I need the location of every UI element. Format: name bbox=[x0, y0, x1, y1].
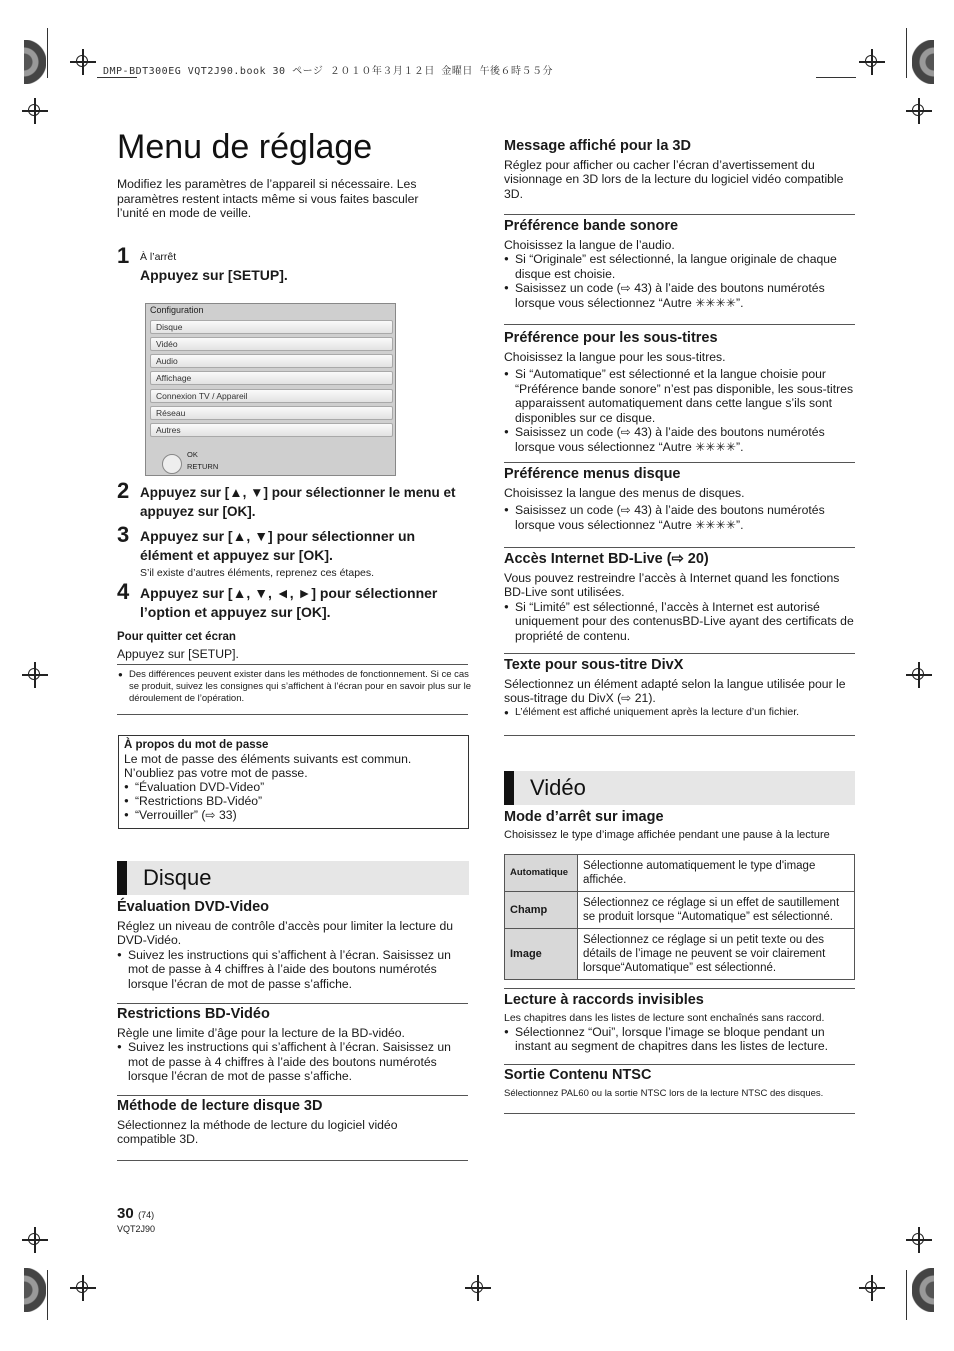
bullet-text: Saisissez un code (⇨ 43) à l’aide des boutons numérotés lorsque vous sélectionnez “Autre ✳✳✳✳”. bbox=[515, 425, 825, 454]
bullet-text: Si “Automatique” est sélectionné et la langue choisie pour “Préférence bande sonore” n’est pas disponible, les sous-titres apparaissent automatiquement dans cette langue s’ils sont disponibles sur ce disque. bbox=[515, 367, 854, 425]
section-bullet bbox=[117, 948, 467, 992]
menu-item: Réseau bbox=[150, 406, 393, 420]
crop-line bbox=[97, 77, 137, 78]
step-number: 2 bbox=[117, 478, 130, 503]
section-title: Sortie Contenu NTSC bbox=[504, 1067, 652, 1083]
crosshair-mark bbox=[906, 1227, 932, 1253]
disque-section-1 bbox=[117, 900, 467, 991]
section-title: Préférence bande sonore bbox=[504, 218, 679, 234]
divider bbox=[504, 214, 855, 215]
bullet-text: L’élément est affiché uniquement après la lecture d’un fichier. bbox=[515, 705, 800, 718]
crop-line bbox=[47, 28, 48, 78]
ntsc-section bbox=[504, 1068, 855, 1100]
table-desc: Sélectionnez ce réglage si un effet de sautillement se produit lorsque “Automatique” est sélectionné. bbox=[578, 892, 855, 929]
step-number: 3 bbox=[117, 522, 130, 547]
bullet-text: Sélectionnez “Oui”, lorsque l’image se bloque pendant un instant au segment de chapitres dans les listes de lecture. bbox=[515, 1024, 828, 1053]
section-title: Restrictions BD-Vidéo bbox=[117, 1006, 270, 1022]
intro-text: Modifiez les paramètres de l’appareil si nécessaire. Les paramètres restent intacts même si vous faites basculer l’unité en mode de veille. bbox=[117, 177, 419, 220]
banner-bar bbox=[504, 771, 514, 805]
step-text: Appuyez sur [▲, ▼] pour sélectionner un élément et appuyez sur [OK]. bbox=[140, 528, 416, 563]
crosshair-mark bbox=[22, 98, 48, 124]
page-title: Menu de réglage bbox=[117, 128, 373, 166]
model-code: VQT2J90 bbox=[117, 1224, 156, 1234]
password-box-item bbox=[124, 794, 463, 808]
disque-section-2 bbox=[117, 1007, 467, 1084]
menu-item: Connexion TV / Appareil bbox=[150, 389, 393, 403]
section-bullet bbox=[117, 1040, 467, 1084]
section-text: Choisissez la langue pour les sous-titres. bbox=[504, 349, 726, 364]
print-register-disc bbox=[24, 1268, 46, 1312]
bullet-text: Saisissez un code (⇨ 43) à l’aide des boutons numérotés lorsque vous sélectionnez “Autre ✳✳✳✳”. bbox=[515, 281, 825, 310]
password-box-item-label: “Verrouiller” (⇨ 33) bbox=[135, 808, 237, 822]
section-title: Message affiché pour la 3D bbox=[504, 138, 691, 154]
banner-bar bbox=[117, 861, 127, 895]
banner-title: Vidéo bbox=[530, 775, 586, 800]
divider bbox=[117, 664, 468, 665]
divider bbox=[117, 1003, 468, 1004]
right-section-2 bbox=[504, 219, 854, 310]
still-mode-table bbox=[504, 854, 855, 980]
section-bullet bbox=[504, 281, 854, 310]
right-section-6 bbox=[504, 658, 854, 719]
table-key: Champ bbox=[505, 892, 578, 929]
page-number-value: 30 bbox=[117, 1205, 134, 1222]
step-number: 4 bbox=[117, 579, 130, 604]
menu-item: Audio bbox=[150, 354, 393, 368]
section-text: Sélectionnez PAL60 ou la sortie NTSC lors de la lecture NTSC des disques. bbox=[504, 1087, 824, 1099]
bullet-text: Saisissez un code (⇨ 43) à l’aide des boutons numérotés lorsque vous sélectionnez “Autre ✳✳✳✳”. bbox=[515, 503, 825, 532]
crop-line bbox=[906, 1270, 907, 1320]
ok-label: OK bbox=[187, 450, 198, 459]
step-pre: À l’arrêt bbox=[140, 251, 177, 263]
section-text: Sélectionnez un élément adapté selon la langue utilisée pour le sous-titrage du DivX (⇨ 21). bbox=[504, 676, 846, 705]
section-text: Vous pouvez restreindre l’accès à Internet quand les fonctions BD-Live sont utilisées. bbox=[504, 570, 840, 599]
crosshair-mark bbox=[70, 49, 96, 75]
section-text: Choisissez la langue des menus de disques. bbox=[504, 485, 745, 500]
sub-page-number: (74) bbox=[138, 1210, 155, 1220]
video-banner bbox=[504, 771, 855, 805]
divider bbox=[117, 1160, 468, 1161]
table-desc: Sélectionne automatiquement le type d'image affichée. bbox=[578, 855, 855, 892]
password-box-item bbox=[124, 780, 463, 794]
section-title: Évaluation DVD-Video bbox=[117, 899, 270, 915]
crosshair-mark bbox=[906, 98, 932, 124]
bullet-text: Suivez les instructions qui s’affichent à l’écran. Saisissez un mot de passe à 4 chiffres à l’aide des boutons numérotés lorsque l’écran de mot de passe s’affiche. bbox=[128, 1040, 451, 1083]
section-title: Lecture à raccords invisibles bbox=[504, 992, 704, 1008]
password-box-item-label: “Restrictions BD-Vidéo” bbox=[135, 794, 263, 808]
table-row bbox=[505, 892, 855, 929]
divider bbox=[504, 735, 855, 736]
table-row bbox=[505, 929, 855, 980]
divider bbox=[504, 1064, 855, 1065]
print-register-disc bbox=[24, 40, 46, 84]
disque-banner bbox=[117, 861, 469, 895]
print-register-disc bbox=[912, 40, 934, 84]
table-key: Automatique bbox=[505, 855, 578, 892]
print-register-disc bbox=[912, 1268, 934, 1312]
crosshair-mark bbox=[22, 1227, 48, 1253]
crosshair-mark bbox=[906, 662, 932, 688]
step-text: Appuyez sur [▲, ▼] pour sélectionner le menu et appuyez sur [OK]. bbox=[140, 485, 456, 519]
password-box-item bbox=[124, 808, 463, 822]
section-bullet bbox=[504, 425, 854, 454]
section-text: Réglez pour afficher ou cacher l’écran d’avertissement du visionnage en 3D lors de la lecture du logiciel vidéo compatible 3D. bbox=[504, 157, 844, 201]
menu-item: Disque bbox=[150, 320, 393, 334]
section-title: Texte pour sous-titre DivX bbox=[504, 657, 684, 673]
step-number: 1 bbox=[117, 243, 130, 268]
table-desc: Sélectionnez ce réglage si un petit texte ou des détails de l’image ne peuvent se voir clairement lorsque“Automatique” est sélectionné. bbox=[578, 929, 855, 980]
password-box-text: Le mot de passe des éléments suivants est commun. N’oubliez pas votre mot de passe. bbox=[124, 752, 412, 780]
crosshair-mark bbox=[859, 1275, 885, 1301]
section-title: Préférence pour les sous-titres bbox=[504, 330, 718, 346]
section-text: Règle une limite d’âge pour la lecture de la BD-vidéo. bbox=[117, 1025, 405, 1040]
banner-title: Disque bbox=[143, 865, 212, 890]
quit-title: Pour quitter cet écran bbox=[117, 631, 236, 643]
crop-line bbox=[906, 28, 907, 78]
note-text: Des différences peuvent exister dans les méthodes de fonctionnement. Si ce cas se produit, suivez les consignes qui s’affichent à l’écran pour en savoir plus sur le déroulement de l’opération. bbox=[129, 669, 472, 704]
section-bullet bbox=[504, 600, 854, 644]
operation-note bbox=[118, 669, 477, 705]
step-text: Appuyez sur [▲, ▼, ◄, ►] pour sélectionner l’option et appuyez sur [OK]. bbox=[140, 585, 438, 620]
section-bullet bbox=[504, 252, 854, 281]
password-info-box bbox=[118, 735, 469, 829]
divider bbox=[504, 988, 855, 989]
crosshair-mark bbox=[465, 1275, 491, 1301]
menu-item: Vidéo bbox=[150, 337, 393, 351]
bullet-text: Suivez les instructions qui s’affichent à l’écran. Saisissez un mot de passe à 4 chiffres à l’aide des boutons numérotés lorsque l’écran de mot de passe s’affiche. bbox=[128, 947, 451, 991]
menu-item: Affichage bbox=[150, 371, 393, 385]
divider bbox=[504, 324, 855, 325]
setup-menu-screenshot bbox=[145, 303, 396, 476]
still-mode-section bbox=[504, 810, 855, 842]
menu-title: Configuration bbox=[150, 305, 204, 315]
table-key: Image bbox=[505, 929, 578, 980]
page-number bbox=[117, 1205, 154, 1223]
section-bullet bbox=[504, 503, 854, 532]
crop-line bbox=[816, 77, 856, 78]
section-title: Accès Internet BD-Live (⇨ 20) bbox=[504, 551, 709, 567]
crosshair-mark bbox=[70, 1275, 96, 1301]
password-box-title: À propos du mot de passe bbox=[124, 739, 269, 751]
section-bullet bbox=[504, 706, 854, 719]
divider bbox=[504, 653, 855, 654]
section-text: Sélectionnez la méthode de lecture du logiciel vidéo compatible 3D. bbox=[117, 1117, 398, 1146]
bullet-text: Si “Originale” est sélectionné, la langue originale de chaque disque est choisie. bbox=[515, 252, 837, 281]
table-row bbox=[505, 855, 855, 892]
divider bbox=[117, 1095, 468, 1096]
divider bbox=[504, 547, 855, 548]
quit-text: Appuyez sur [SETUP]. bbox=[117, 647, 239, 661]
section-bullet bbox=[504, 1025, 855, 1054]
right-section-3 bbox=[504, 331, 854, 454]
crosshair-mark bbox=[859, 49, 885, 75]
divider bbox=[504, 462, 855, 463]
crop-line bbox=[47, 1270, 48, 1320]
section-title: Mode d’arrêt sur image bbox=[504, 809, 664, 825]
password-box-item-label: “Évaluation DVD-Video” bbox=[135, 780, 265, 794]
divider bbox=[117, 714, 468, 715]
right-section-5 bbox=[504, 552, 854, 643]
disque-section-3 bbox=[117, 1099, 427, 1147]
seamless-section bbox=[504, 993, 855, 1054]
divider bbox=[504, 1113, 855, 1114]
step-note: S’il existe d’autres éléments, reprenez ces étapes. bbox=[140, 567, 375, 579]
section-title: Méthode de lecture disque 3D bbox=[117, 1098, 323, 1114]
section-text: Choisissez la langue de l’audio. bbox=[504, 237, 675, 252]
menu-item: Autres bbox=[150, 423, 393, 437]
section-text: Choisissez le type d’image affichée pendant une pause à la lecture bbox=[504, 828, 830, 841]
right-section-1 bbox=[504, 139, 854, 201]
section-bullet bbox=[504, 367, 854, 425]
crosshair-mark bbox=[22, 662, 48, 688]
right-section-4 bbox=[504, 467, 854, 532]
section-text: Les chapitres dans les listes de lecture sont enchaînés sans raccord. bbox=[504, 1011, 825, 1024]
section-text: Réglez un niveau de contrôle d’accès pour limiter la lecture du DVD-Vidéo. bbox=[117, 918, 454, 947]
print-file-header: DMP-BDT300EG VQT2J90.book 30 ページ ２０１０年３月１２日 金曜日 午後６時５５分 bbox=[103, 66, 553, 77]
remote-button-icon bbox=[162, 454, 182, 474]
section-title: Préférence menus disque bbox=[504, 466, 681, 482]
bullet-text: Si “Limité” est sélectionné, l’accès à Internet est autorisé uniquement pour des contenusBD-Live ayant des certificats de propriété de contenu. bbox=[515, 599, 854, 643]
step-text: Appuyez sur [SETUP]. bbox=[140, 267, 288, 283]
return-label: RETURN bbox=[187, 462, 219, 471]
